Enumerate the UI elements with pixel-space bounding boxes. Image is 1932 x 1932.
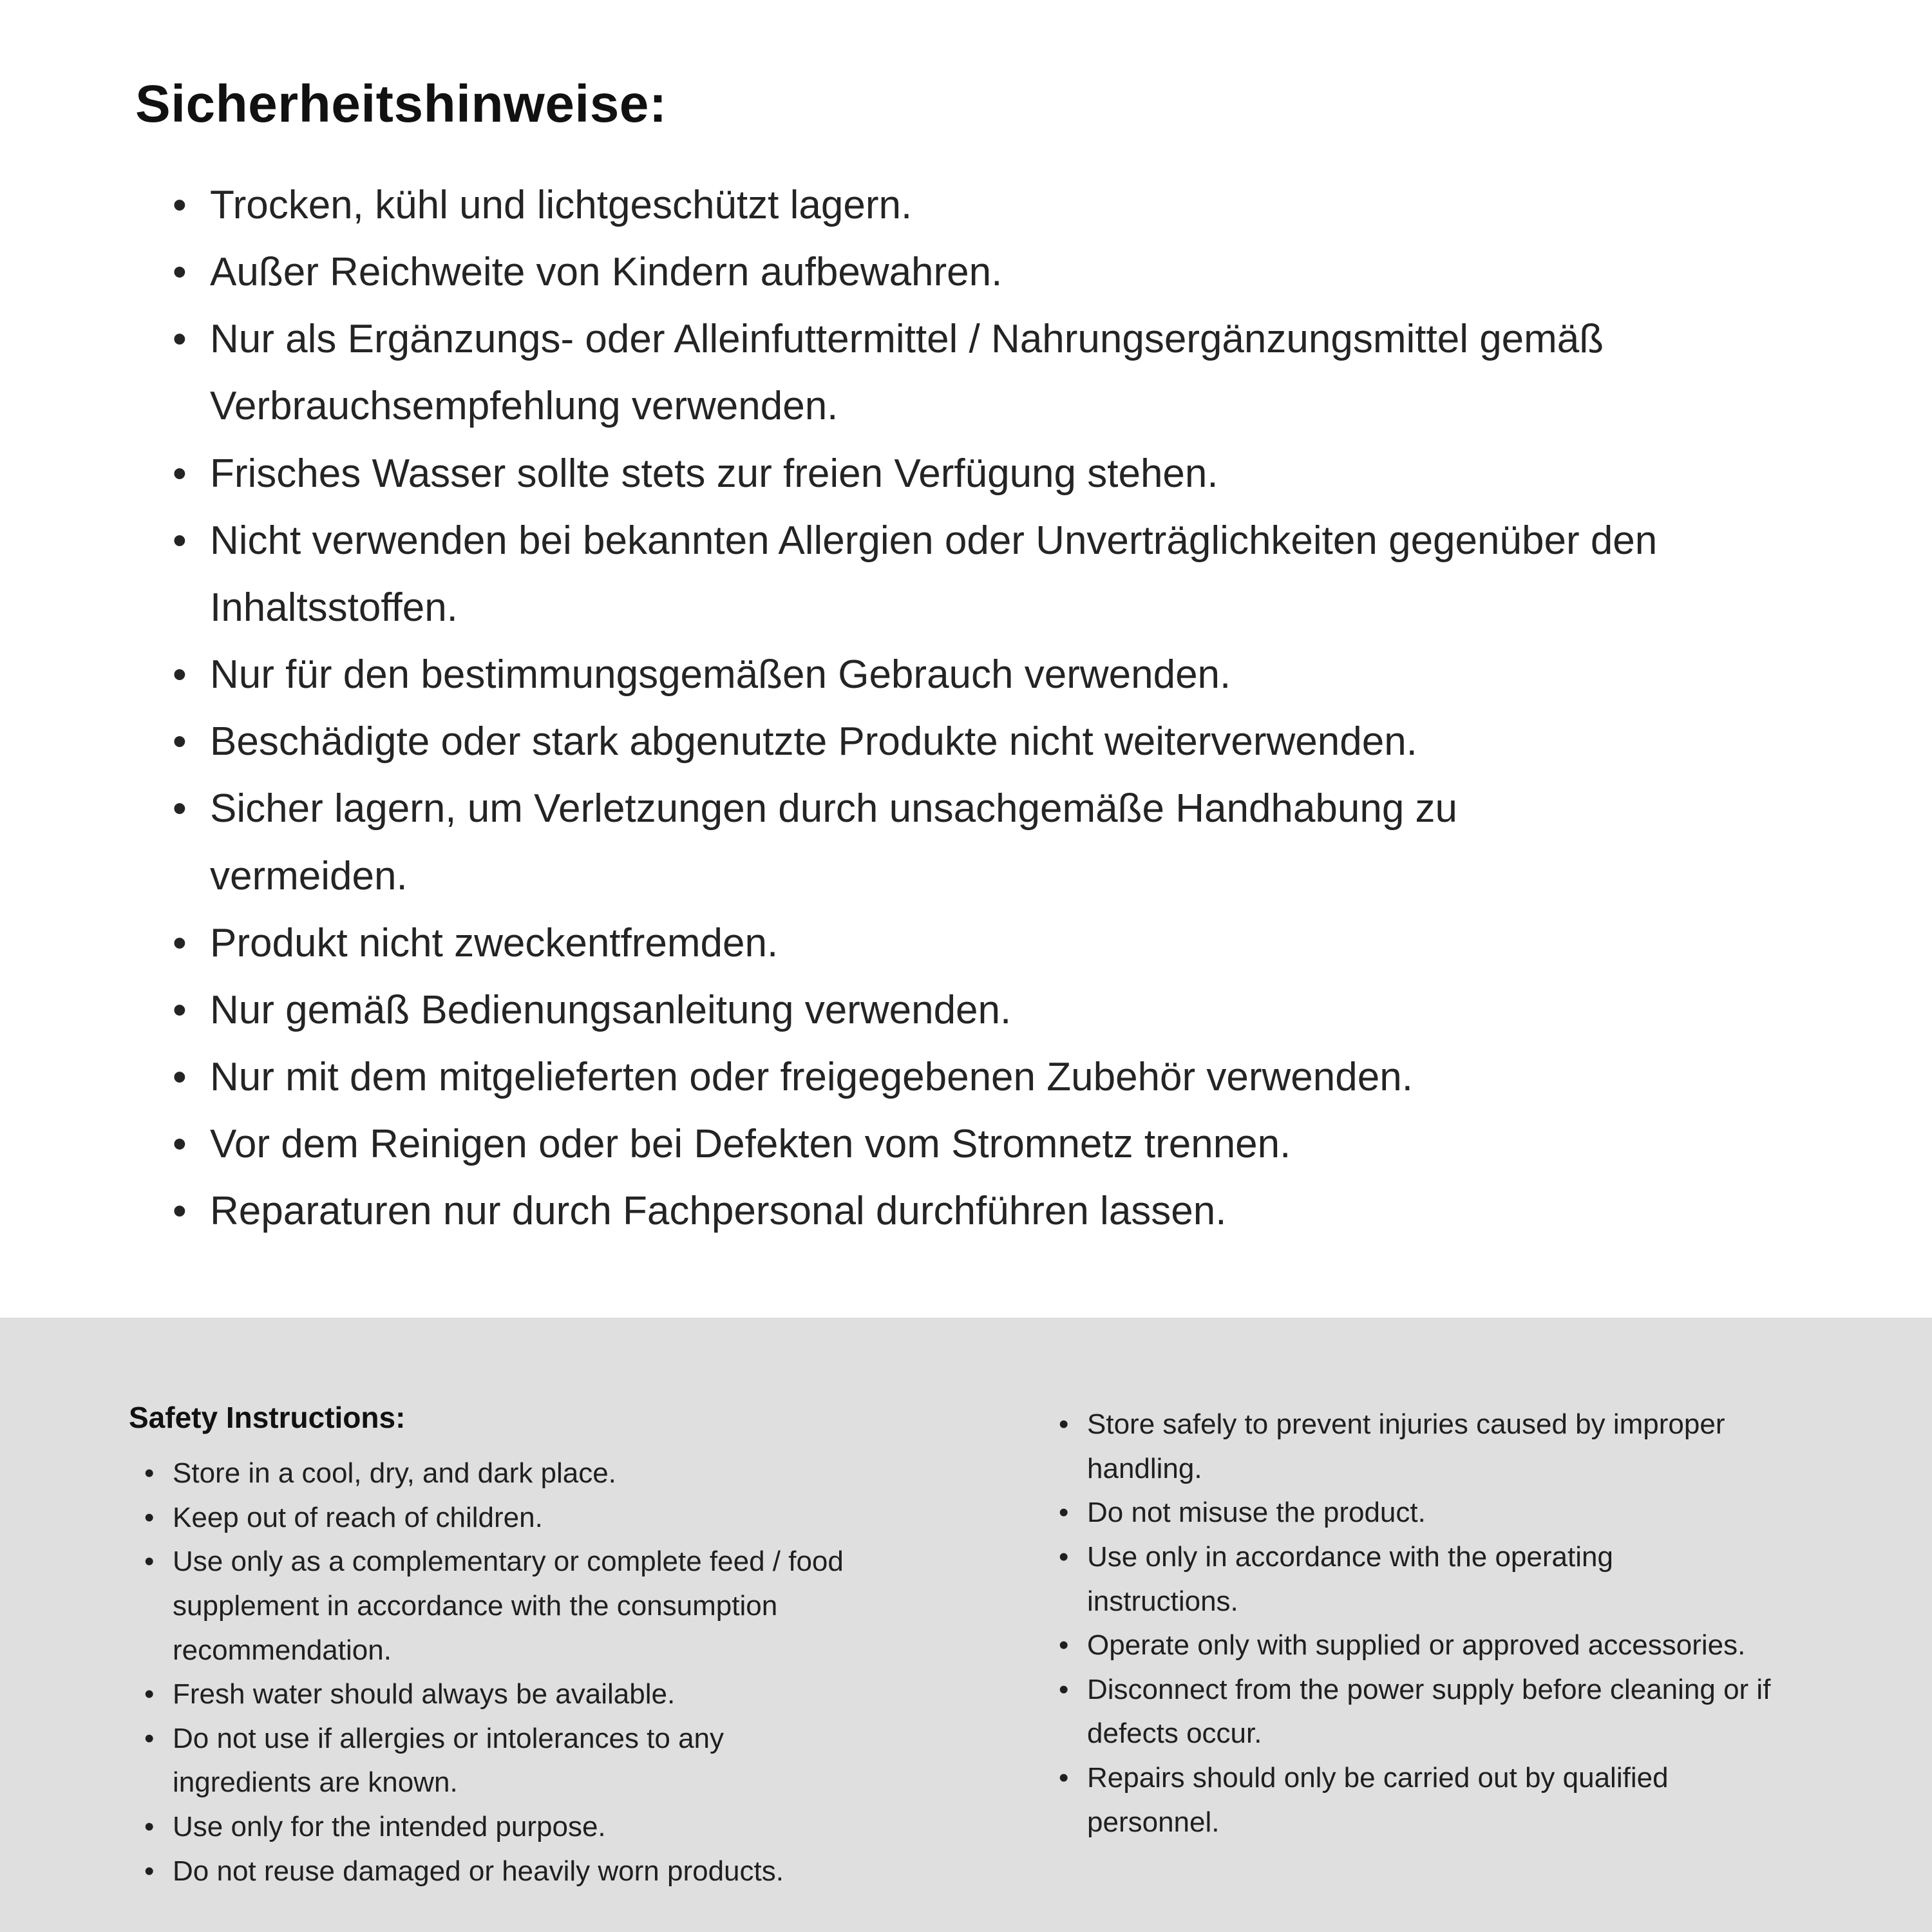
- list-item-text: Use only in accordance with the operating instructions.: [1087, 1540, 1613, 1617]
- english-safety-list-left: [129, 1452, 844, 1893]
- list-item-text: Do not misuse the product.: [1087, 1497, 1426, 1529]
- list-item: [144, 1717, 844, 1805]
- english-safety-section: [0, 1318, 1932, 1932]
- bullet-icon: •: [173, 1189, 187, 1234]
- list-item-text: Sicher lagern, um Verletzungen durch unsachgemäße Handhabung zu vermeiden.: [210, 786, 1458, 898]
- bullet-icon: •: [173, 987, 187, 1032]
- list-item-text: Do not reuse damaged or heavily worn products.: [173, 1855, 784, 1887]
- list-item-text: Keep out of reach of children.: [173, 1501, 543, 1533]
- bullet-icon: •: [144, 1457, 155, 1489]
- list-item: [1059, 1624, 1771, 1668]
- english-section-title: Safety Instructions:: [129, 1401, 406, 1434]
- bullet-icon: •: [173, 920, 187, 965]
- bullet-icon: •: [173, 719, 187, 764]
- list-item-text: Operate only with supplied or approved accessories.: [1087, 1629, 1746, 1662]
- list-item: [1059, 1535, 1771, 1624]
- bullet-icon: •: [144, 1811, 155, 1842]
- list-item: [173, 507, 1660, 641]
- bullet-icon: •: [144, 1501, 155, 1533]
- german-section-title: Sicherheitshinweise:: [135, 75, 667, 133]
- list-item: [173, 1044, 1660, 1111]
- bullet-icon: •: [173, 518, 187, 563]
- list-item: [173, 775, 1660, 909]
- list-item: [173, 440, 1660, 507]
- bullet-icon: •: [144, 1546, 155, 1578]
- list-item-text: Produkt nicht zweckentfremden.: [210, 920, 779, 965]
- list-item: [173, 172, 1660, 239]
- list-item: [144, 1850, 844, 1894]
- bullet-icon: •: [1059, 1762, 1069, 1794]
- list-item-text: Vor dem Reinigen oder bei Defekten vom Stromnetz trennen.: [210, 1122, 1291, 1167]
- list-item: [173, 910, 1660, 977]
- list-item-text: Store safely to prevent injuries caused by improper handling.: [1087, 1408, 1725, 1484]
- list-item-text: Nur als Ergänzungs- oder Alleinfuttermittel / Nahrungsergänzungsmittel gemäß Verbrauchsempfehlung verwenden.: [210, 317, 1604, 429]
- list-item: [173, 306, 1660, 440]
- bullet-icon: •: [1059, 1673, 1069, 1705]
- list-item-text: Fresh water should always be available.: [173, 1678, 676, 1710]
- list-item: [144, 1452, 844, 1496]
- list-item-text: Außer Reichweite von Kindern aufbewahren.: [210, 250, 1003, 295]
- list-item-text: Trocken, kühl und lichtgeschützt lagern.: [210, 183, 913, 227]
- list-item: [173, 708, 1660, 775]
- german-safety-list: [135, 172, 1660, 1245]
- list-item: [173, 977, 1660, 1044]
- list-item-text: Nur gemäß Bedienungsanleitung verwenden.: [210, 987, 1012, 1032]
- list-item: [1059, 1668, 1771, 1756]
- list-item-text: Do not use if allergies or intolerances to any ingredients are known.: [173, 1722, 724, 1799]
- bullet-icon: •: [173, 1122, 187, 1167]
- bullet-icon: •: [144, 1855, 155, 1887]
- list-item-text: Store in a cool, dry, and dark place.: [173, 1457, 616, 1489]
- bullet-icon: •: [173, 786, 187, 831]
- list-item-text: Use only as a complementary or complete feed / food supplement in accordance with the consumption recommendation.: [173, 1546, 844, 1666]
- bullet-icon: •: [144, 1722, 155, 1754]
- bullet-icon: •: [173, 317, 187, 362]
- list-item: [1059, 1491, 1771, 1535]
- bullet-icon: •: [1059, 1629, 1069, 1662]
- list-item-text: Nicht verwenden bei bekannten Allergien oder Unverträglichkeiten gegenüber den Inhaltsstoffen.: [210, 518, 1658, 630]
- list-item: [173, 239, 1660, 306]
- list-item-text: Use only for the intended purpose.: [173, 1811, 606, 1842]
- english-left-column: [129, 1400, 844, 1932]
- list-item-text: Frisches Wasser sollte stets zur freien Verfügung stehen.: [210, 451, 1218, 496]
- bullet-icon: •: [173, 652, 187, 697]
- bullet-icon: •: [173, 250, 187, 295]
- list-item-text: Nur mit dem mitgelieferten oder freigegebenen Zubehör verwenden.: [210, 1055, 1413, 1100]
- list-item: [144, 1805, 844, 1850]
- list-item-text: Beschädigte oder stark abgenutzte Produkte nicht weiterverwenden.: [210, 719, 1417, 764]
- bullet-icon: •: [1059, 1408, 1069, 1440]
- list-item-text: Reparaturen nur durch Fachpersonal durchführen lassen.: [210, 1189, 1227, 1234]
- list-item: [1059, 1403, 1771, 1491]
- bullet-icon: •: [173, 1055, 187, 1100]
- list-item: [144, 1672, 844, 1717]
- bullet-icon: •: [1059, 1540, 1069, 1573]
- english-safety-list-right: [1043, 1403, 1771, 1844]
- list-item: [144, 1496, 844, 1540]
- bullet-icon: •: [173, 183, 187, 227]
- list-item: [173, 1178, 1660, 1245]
- list-item-text: Disconnect from the power supply before cleaning or if defects occur.: [1087, 1673, 1771, 1750]
- list-item: [173, 1111, 1660, 1178]
- bullet-icon: •: [144, 1678, 155, 1710]
- bullet-icon: •: [1059, 1497, 1069, 1529]
- list-item-text: Repairs should only be carried out by qualified personnel.: [1087, 1762, 1669, 1838]
- bullet-icon: •: [173, 451, 187, 496]
- list-item: [1059, 1756, 1771, 1844]
- list-item: [173, 641, 1660, 708]
- list-item-text: Nur für den bestimmungsgemäßen Gebrauch verwenden.: [210, 652, 1231, 697]
- english-right-column: [1043, 1400, 1771, 1932]
- list-item: [144, 1540, 844, 1672]
